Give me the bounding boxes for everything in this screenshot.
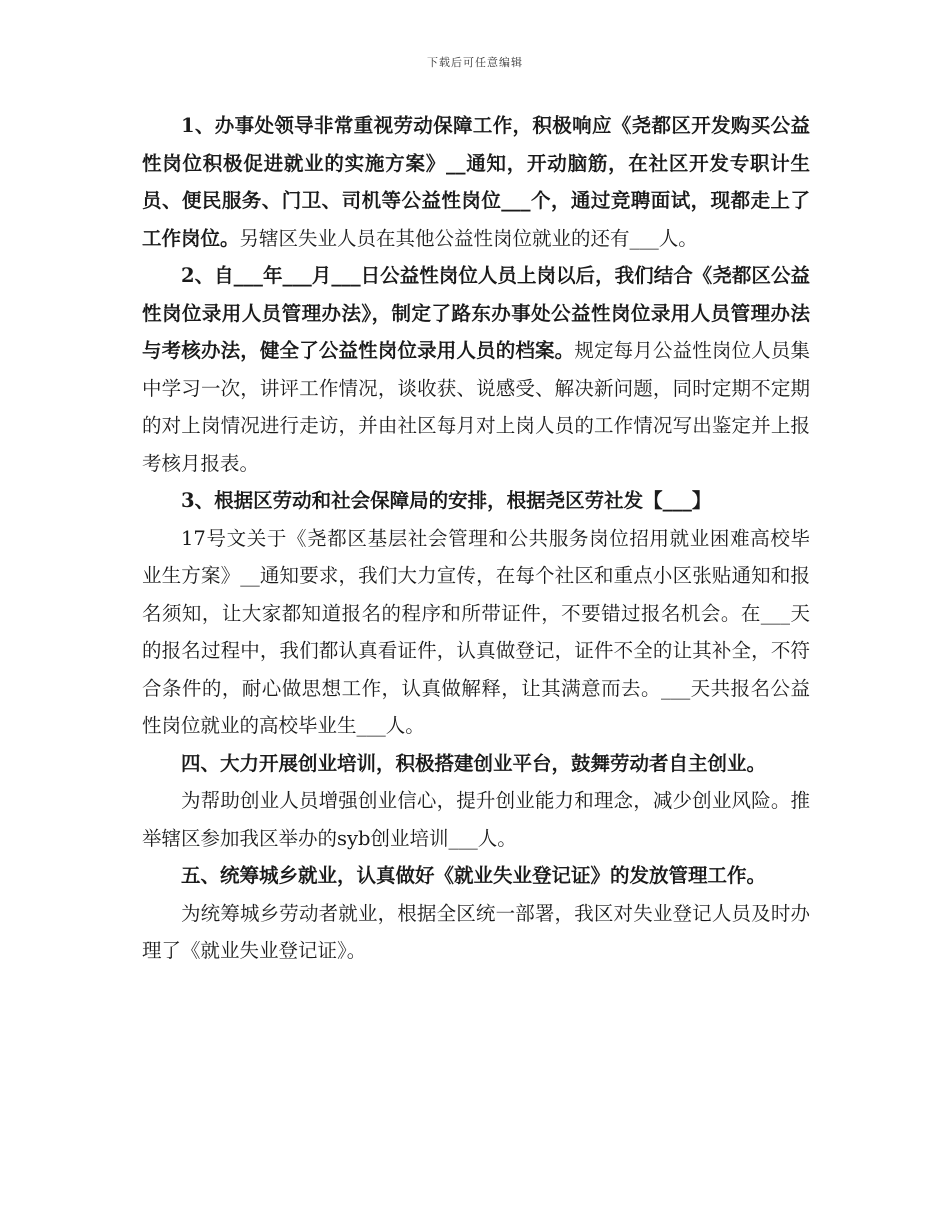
paragraph-1-normal: 另辖区失业人员在其他公益性岗位就业的还有___人。 (239, 226, 698, 250)
document-body (142, 107, 810, 970)
paragraph-2-normal: 规定每月公益性岗位人员集中学习一次，讲评工作情况，谈收获、说感受、解决新问题，同时定期不定期的对上岗情况进行走访，并由社区每月对上岗人员的工作情况写出鉴定并上报考核月报表。 (142, 339, 810, 475)
paragraph-2-bold: 2、自___年___月___日公益性岗位人员上岗以后，我们结合《尧都区公益性岗位录用人员管理办法》，制定了路东办事处公益性岗位录用人员管理办法与考核办法，健全了公益性岗位录用人员的档案。 (142, 264, 810, 362)
paragraph-4: 17号文关于《尧都区基层社会管理和公共服务岗位招用就业困难高校毕业生方案》__通知要求，我们大力宣传，在每个社区和重点小区张贴通知和报名须知，让大家都知道报名的程序和所带证件，不要错过报名机会。在___天的报名过程中，我们都认真看证件，认真做登记，证件不全的让其补全，不符合条件的，耐心做思想工作，认真做解释，让其满意而去。___天共报名公益性岗位就业的高校毕业生___人。 (142, 526, 810, 737)
paragraph-5: 为帮助创业人员增强创业信心，提升创业能力和理念，减少创业风险。推举辖区参加我区举办的syb创业培训___人。 (142, 789, 810, 850)
paragraph-3 (142, 482, 810, 520)
paragraph-3-bold: 3、根据区劳动和社会保障局的安排，根据尧区劳社发【___】 (181, 489, 712, 512)
paragraph-1-bold: 1、办事处领导非常重视劳动保障工作，积极响应《尧都区开发购买公益性岗位积极促进就业的实施方案》__通知，开动脑筋，在社区开发专职计生员、便民服务、门卫、司机等公益性岗位___个，通过竞聘面试，现都走上了工作岗位。 (142, 114, 810, 250)
paragraph-6: 为统筹城乡劳动者就业，根据全区统一部署，我区对失业登记人员及时办理了《就业失业登记证》。 (142, 901, 810, 962)
page-header: 下载后可任意编辑 (427, 56, 523, 69)
paragraph-2 (142, 257, 810, 482)
section-heading-5: 五、统筹城乡就业，认真做好《就业失业登记证》的发放管理工作。 (181, 864, 767, 887)
section-heading-4: 四、大力开展创业培训，积极搭建创业平台，鼓舞劳动者自主创业。 (181, 751, 767, 775)
paragraph-1 (142, 107, 810, 257)
